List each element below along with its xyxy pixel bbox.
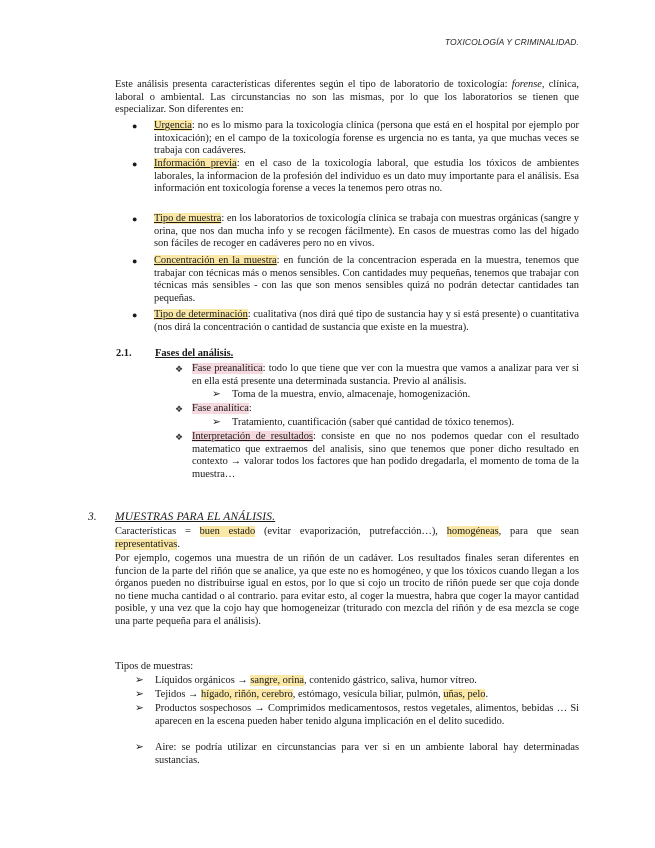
- intro-paragraph: [115, 79, 579, 117]
- bullet-icon: ●: [132, 256, 138, 266]
- sample-types-title: Tipos de muestras:: [115, 661, 194, 672]
- section-title: Fases del análisis.: [155, 348, 234, 359]
- example-paragraph: Por ejemplo, cogemos una muestra de un riñón de un cadáver. Los resultados finales seran diferentes en funcion de la parte del riñón que se analice, ya que este no es homogéneo, y que los tóxicos cuando llegan a los órganos pueden no distribuirse igual en estos, por lo que si cojo un trocito de riñón puede ser que coja donde no tiene mucha cantidad o al contrario. para evitar esto, al coger la muestra, habra que coger la mayor cantidad posible, y una vez que la cojo hay que homogeneizar (triturado con mezcla del riñón y de esa mezcla se coge una parte pequeña para el análisis).: [115, 553, 579, 627]
- arrow-icon: ➢: [212, 389, 221, 400]
- arrow-icon: ➢: [135, 742, 144, 753]
- char-highlight-buen-estado: buen estado: [199, 526, 256, 537]
- sub-text: Tratamiento, cuantificación (saber qué cantidad de tóxico tenemos).: [232, 417, 515, 428]
- phase-preanalitica: [175, 363, 579, 388]
- phase-text: : todo lo que tiene que ver con la muestra que vamos a analizar para ver si en ella está presente una determinada sustancia. Previo al análisis.: [192, 363, 579, 387]
- arrow-icon: ➢: [135, 689, 144, 700]
- arrow-icon: ➢: [135, 675, 144, 686]
- diamond-icon: ❖: [175, 432, 184, 442]
- type-text: , estómago, vesícula biliar, pulmón,: [292, 689, 444, 700]
- type-text: .: [485, 689, 489, 700]
- arrow-icon: ➢: [212, 417, 221, 428]
- phase-label: Interpretación de resultados: [192, 431, 313, 442]
- phase-label: Fase analítica: [192, 403, 249, 414]
- phase-analitica-sub: [212, 417, 579, 430]
- bullet-icon: ●: [132, 310, 138, 320]
- characteristics-line: [115, 526, 579, 551]
- bullet-term: Urgencia: [154, 120, 192, 131]
- type-text: Líquidos orgánicos →: [155, 675, 251, 686]
- diamond-icon: ❖: [175, 404, 184, 414]
- bullet-item-urgencia: [132, 120, 579, 158]
- phase-interpretacion: [175, 431, 579, 481]
- type-highlight: sangre, orina: [250, 675, 305, 686]
- sample-type-aire: [135, 742, 579, 767]
- phase-analitica: [175, 403, 579, 416]
- phase-preanalitica-sub: [212, 389, 579, 402]
- bullet-text: : cualitativa (nos dirá qué tipo de sustancia hay y si está presente) o cuantitativa (nos dirá la concentración o cantidad de sustancia que existe en la muestra).: [154, 309, 579, 333]
- phase-text: :: [248, 403, 252, 414]
- type-text: Productos sospechosos → Comprimidos medicamentosos, restos vegetales, alimentos, bebidas … Si aparecen en la escena pueden haber tenido alguna implicación en el delito sucedido.: [155, 703, 579, 727]
- phase-label: Fase preanalítica: [192, 363, 263, 374]
- section-title: MUESTRAS PARA EL ANÁLISIS.: [115, 511, 276, 523]
- bullet-term: Tipo de muestra: [154, 213, 222, 224]
- intro-emphasis: forense: [511, 79, 542, 90]
- sub-text: Toma de la muestra, envío, almacenaje, homogenización.: [232, 389, 471, 400]
- bullet-text: : en los laboratorios de toxicología clínica se trabaja con muestras orgánicas (sangre y orina, que nos dan mucha info y se recogen fácilmente). En casos de muestras como las del hígado son fáciles de recoger en cadáveres pero no en vivos.: [154, 213, 579, 250]
- sample-type-liquidos: [135, 675, 579, 688]
- intro-text-1: Este análisis presenta características diferentes según el tipo de laboratorio de toxicología:: [115, 79, 512, 90]
- section-number: 3.: [88, 511, 97, 523]
- type-text: , contenido gástrico, saliva, humor vítreo.: [304, 675, 477, 686]
- char-highlight-representativas: representativas: [115, 538, 178, 550]
- type-text: Tejidos →: [155, 689, 202, 700]
- bullet-icon: ●: [132, 121, 138, 131]
- intro-text-2: , clínica, laboral o ambiental. Las circunstancias no son las mismas, por lo que los laboratorios se tienen que especializar. Son diferentes en:: [115, 79, 579, 116]
- bullet-icon: ●: [132, 214, 138, 224]
- bullet-item-concentracion: [132, 255, 579, 305]
- phase-text: : consiste en que no nos podemos quedar con el resultado matematico que extraemos del analisis, sino que tenemos que poner dicho resultado en contexto → valorar todos los factores que han podido dregadarla, el momento de toma de la muestra…: [192, 431, 579, 480]
- bullet-text: : en función de la concentracion esperada en la muestra, tenemos que trabajar con técnicas más o menos sensibles. Con cantidades muy pequeñas, tenemos que trabajar con técnicas más sensibles - con las que son menos sensibles quizá no podrán detectar cantidades tan pequeñas.: [154, 255, 579, 304]
- char-text: , para que sean: [498, 526, 579, 537]
- sample-type-tejidos: [135, 689, 579, 702]
- bullet-item-informacion: [132, 158, 580, 196]
- type-highlight: uñas, pelo: [443, 689, 486, 700]
- char-text: Características =: [115, 526, 200, 537]
- type-highlight: hígado, riñón, cerebro: [201, 689, 293, 700]
- bullet-item-determinacion: [132, 309, 579, 334]
- char-highlight-homogeneas: homogéneas: [446, 526, 499, 537]
- sample-type-productos: [135, 703, 579, 728]
- char-text: (evitar evaporización, putrefacción…),: [255, 526, 447, 537]
- section-number: 2.1.: [116, 348, 132, 359]
- running-header: TOXICOLOGÍA Y CRIMINALIDAD.: [444, 37, 579, 47]
- bullet-text: : en el caso de la toxicología laboral, que estudia los tóxicos de ambientes laborales, la informacion de la profesión del individuo es un dato muy importante para el análisis. Esa información ent toxicología forense a veces la tenemos pero otras no.: [154, 158, 580, 195]
- bullet-text: : no es lo mismo para la toxicología clínica (persona que está en el hospital por ejemplo por intoxicación); en el campo de la toxicología forense es urgencia no es tanta, ya que muchas veces se trabaja con cadáveres.: [154, 120, 579, 157]
- type-text: Aire: se podría utilizar en circunstancias para ver si en un ambiente laboral hay determinadas sustancias.: [155, 742, 579, 766]
- arrow-icon: ➢: [135, 703, 144, 714]
- diamond-icon: ❖: [175, 364, 184, 374]
- bullet-term: Información previa: [154, 158, 237, 169]
- bullet-icon: ●: [132, 159, 138, 169]
- char-text: .: [177, 538, 180, 550]
- bullet-item-tipo-muestra: [132, 213, 579, 251]
- bullet-term: Concentración en la muestra: [154, 255, 277, 266]
- bullet-term: Tipo de determinación: [154, 309, 248, 320]
